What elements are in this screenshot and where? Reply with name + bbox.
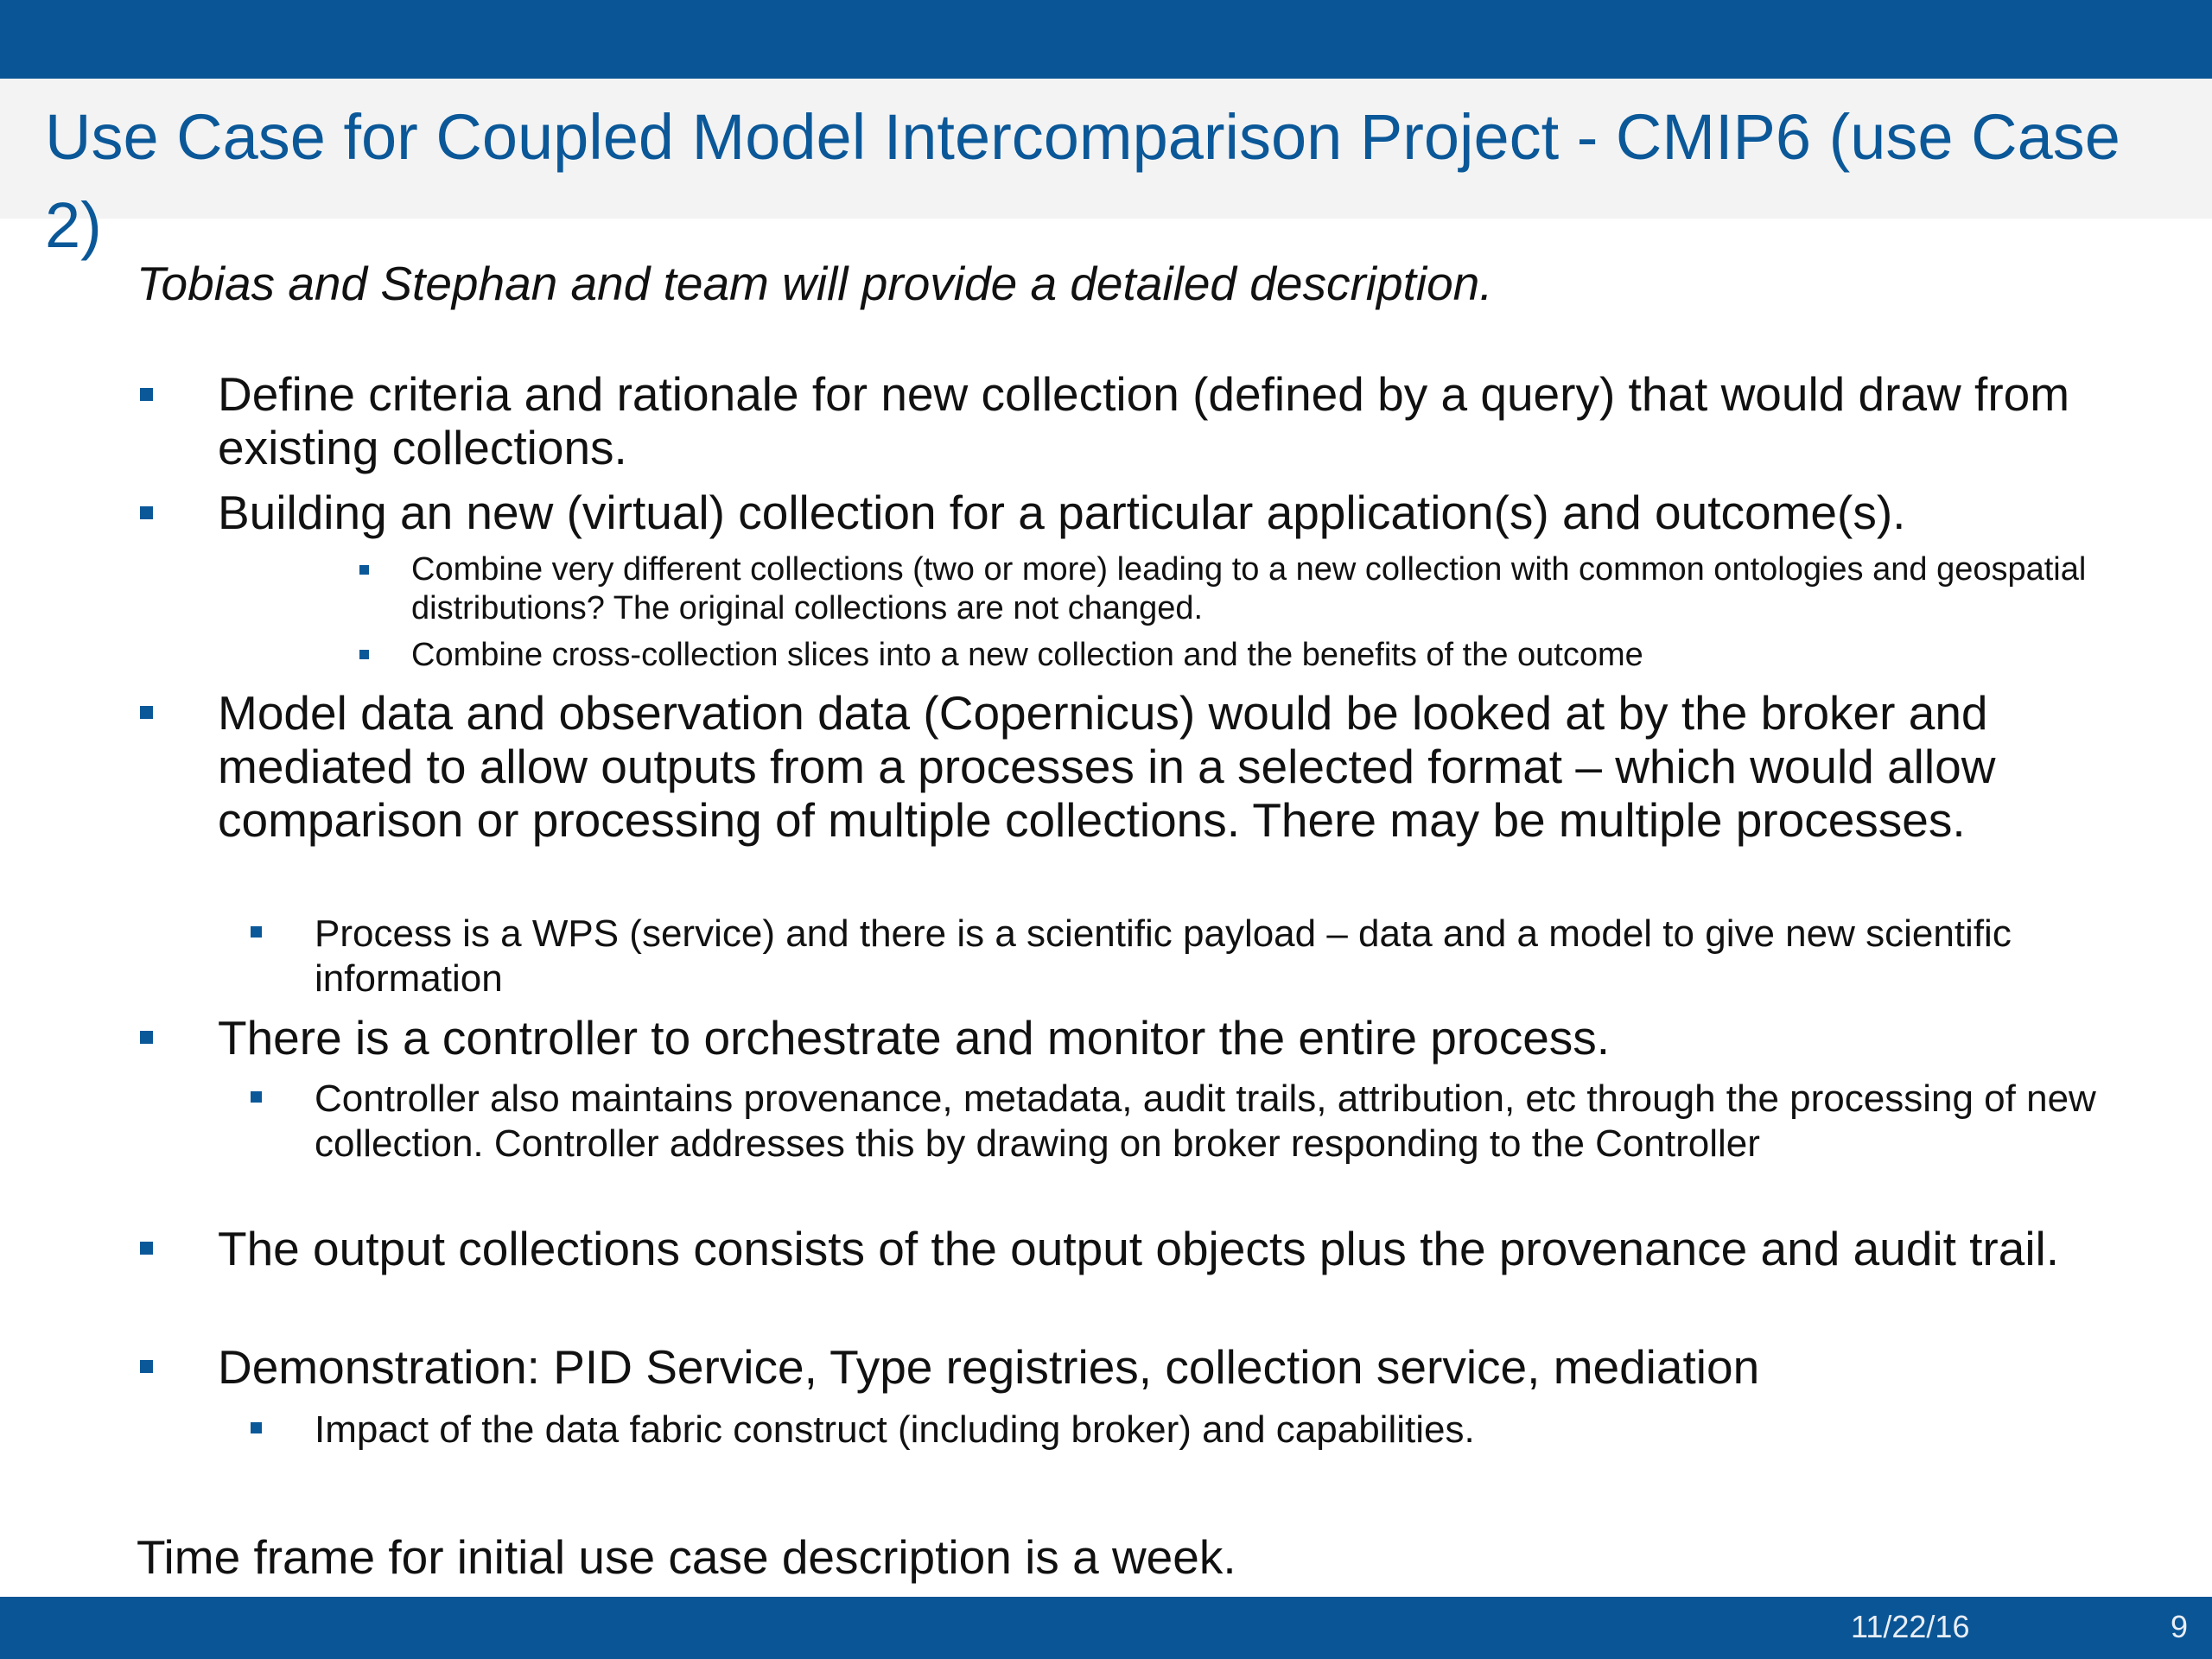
bullet-square-icon [140, 388, 153, 401]
bullet-square-icon [140, 706, 153, 719]
bullet-square-icon [140, 506, 153, 519]
bullet-square-icon [251, 926, 262, 938]
bullet-square-icon [140, 1031, 153, 1044]
list-item-text: The output collections consists of the output objects plus the provenance and audit trail. [218, 1222, 2060, 1275]
bullet-square-icon [251, 1091, 262, 1103]
bullet-square-icon [140, 1242, 153, 1255]
list-item-text: Controller also maintains provenance, metadata, audit trails, attribution, etc through the processing of new collection. Controller addresses this by drawing on broker responding to the Controller [315, 1077, 2096, 1165]
list-item-text: There is a controller to orchestrate and monitor the entire process. [218, 1011, 1611, 1065]
list-item-text: Demonstration: PID Service, Type registries, collection service, mediation [218, 1340, 1760, 1394]
bullet-square-icon [251, 1422, 262, 1433]
list-item-text: Define criteria and rationale for new collection (defined by a query) that would draw from existing collections. [218, 367, 2070, 474]
list-item-text: Impact of the data fabric construct (including broker) and capabilities. [315, 1408, 1475, 1451]
list-item-text: Building an new (virtual) collection for a particular application(s) and outcome(s). [218, 486, 1906, 539]
slide-subtitle: Tobias and Stephan and team will provide a detailed description. [137, 257, 1493, 310]
slide-number: 9 [2171, 1609, 2189, 1644]
timeframe-note: Time frame for initial use case description is a week. [137, 1530, 1236, 1584]
bullet-square-icon [359, 650, 369, 659]
list-item-text: Model data and observation data (Copernicus) would be looked at by the broker and mediated to allow outputs from a processes in a selected format – which would allow comparison or processing of multiple collections. There may be multiple processes. [218, 686, 1996, 847]
bullet-square-icon [359, 565, 369, 575]
list-item-text: Combine cross-collection slices into a new collection and the benefits of the outcome [411, 637, 1643, 673]
list-item-text: Process is a WPS (service) and there is a scientific payload – data and a model to give new scientific information [315, 912, 2012, 1000]
slide-title: Use Case for Coupled Model Intercomparison Project - CMIP6 (use Case 2) [45, 101, 2120, 261]
list-item-text: Combine very different collections (two or more) leading to a new collection with common ontologies and geospatial distributions? The original collections are not changed. [411, 551, 2087, 626]
slide-date: 11/22/16 [1851, 1609, 1970, 1644]
bullet-square-icon [140, 1360, 153, 1373]
